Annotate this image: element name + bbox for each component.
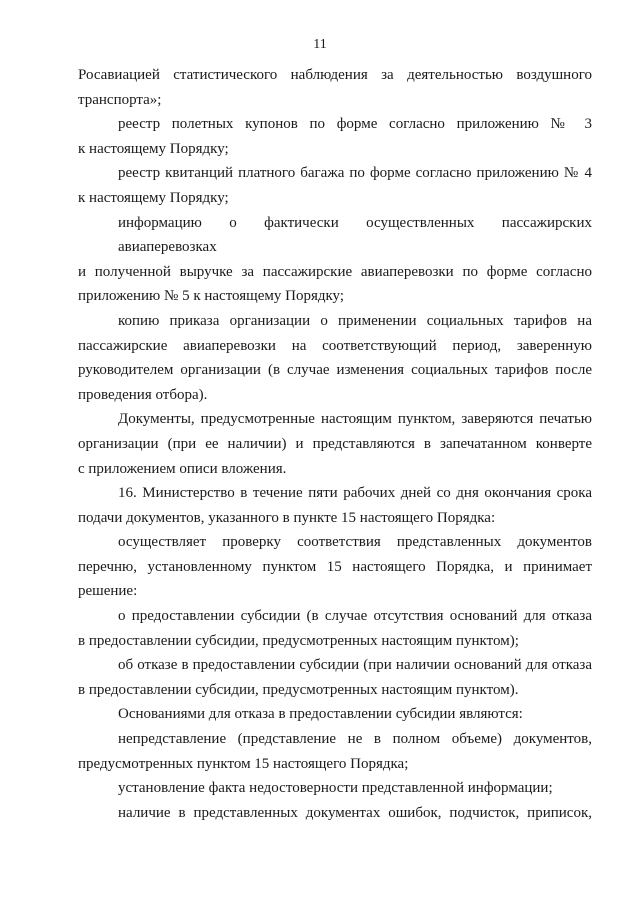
text-line: перечню, установленному пунктом 15 настоящего Порядка, и принимает	[78, 558, 592, 575]
text-line: предусмотренных пунктом 15 настоящего Порядка;	[78, 755, 409, 772]
text-line: решение:	[78, 583, 138, 600]
text-line: в предоставлении субсидии, предусмотренных настоящим пунктом).	[78, 681, 519, 698]
text-line: транспорта»;	[78, 91, 162, 108]
paragraph-flight-coupons	[78, 112, 592, 161]
page-number: 11	[313, 37, 327, 52]
text-line: Росавиацией статистического наблюдения за деятельностью воздушного	[78, 67, 592, 83]
text-line: приложению № 5 к настоящему Порядку;	[78, 288, 345, 305]
paragraph-documents-certified	[78, 407, 592, 481]
text-line: к настоящему Порядку;	[78, 189, 229, 206]
paragraph-errors	[78, 801, 592, 826]
text-line: подачи документов, указанного в пункте 15 настоящего Порядка:	[78, 509, 496, 526]
text-line: руководителем организации (в случае изменения социальных тарифов после	[78, 362, 592, 379]
text-line: с приложением описи вложения.	[78, 460, 287, 477]
text-line: проведения отбора).	[78, 386, 208, 403]
paragraph-item-16	[78, 481, 592, 530]
text-line: осуществляет проверку соответствия представленных документов	[118, 534, 592, 551]
paragraph-order-copy	[78, 309, 592, 407]
text-line: в предоставлении субсидии, предусмотренных настоящим пунктом);	[78, 632, 519, 649]
paragraph-grant-decision	[78, 604, 592, 653]
text-line: 16. Министерство в течение пяти рабочих дней со дня окончания срока	[118, 485, 592, 502]
text-line: непредставление (представление не в полном объеме) документов,	[118, 731, 592, 748]
text-line: реестр полетных купонов по форме согласно приложению № 3	[118, 116, 592, 133]
text-line: установление факта недостоверности представленной информации;	[118, 780, 553, 797]
text-line: реестр квитанций платного багажа по форме согласно приложению № 4	[118, 165, 592, 182]
paragraph-verification	[78, 530, 592, 604]
text-line: организации (при ее наличии) и представляются в запечатанном конверте	[78, 435, 592, 452]
paragraph-refusal-decision	[78, 653, 592, 702]
text-line: информацию о фактически осуществленных пассажирских авиаперевозках	[118, 214, 592, 256]
text-line: наличие в представленных документах ошибок, подчисток, приписок,	[118, 804, 592, 821]
paragraph-continuation	[78, 63, 592, 112]
document-body	[78, 63, 592, 825]
paragraph-grounds-heading	[78, 702, 592, 727]
text-line: копию приказа организации о применении социальных тарифов на	[118, 312, 592, 329]
text-line: Основаниями для отказа в предоставлении субсидии являются:	[118, 706, 523, 723]
paragraph-false-info	[78, 776, 592, 801]
text-line: об отказе в предоставлении субсидии (при наличии оснований для отказа	[118, 657, 592, 674]
paragraph-passenger-info	[78, 211, 592, 309]
paragraph-baggage-receipts	[78, 161, 592, 210]
text-line: к настоящему Порядку;	[78, 140, 229, 157]
text-line: Документы, предусмотренные настоящим пунктом, заверяются печатью	[118, 411, 592, 428]
paragraph-non-submission	[78, 727, 592, 776]
text-line: и полученной выручке за пассажирские авиаперевозки по форме согласно	[78, 263, 592, 280]
text-line: пассажирские авиаперевозки на соответствующий период, заверенную	[78, 337, 592, 354]
text-line: о предоставлении субсидии (в случае отсутствия оснований для отказа	[118, 608, 592, 625]
